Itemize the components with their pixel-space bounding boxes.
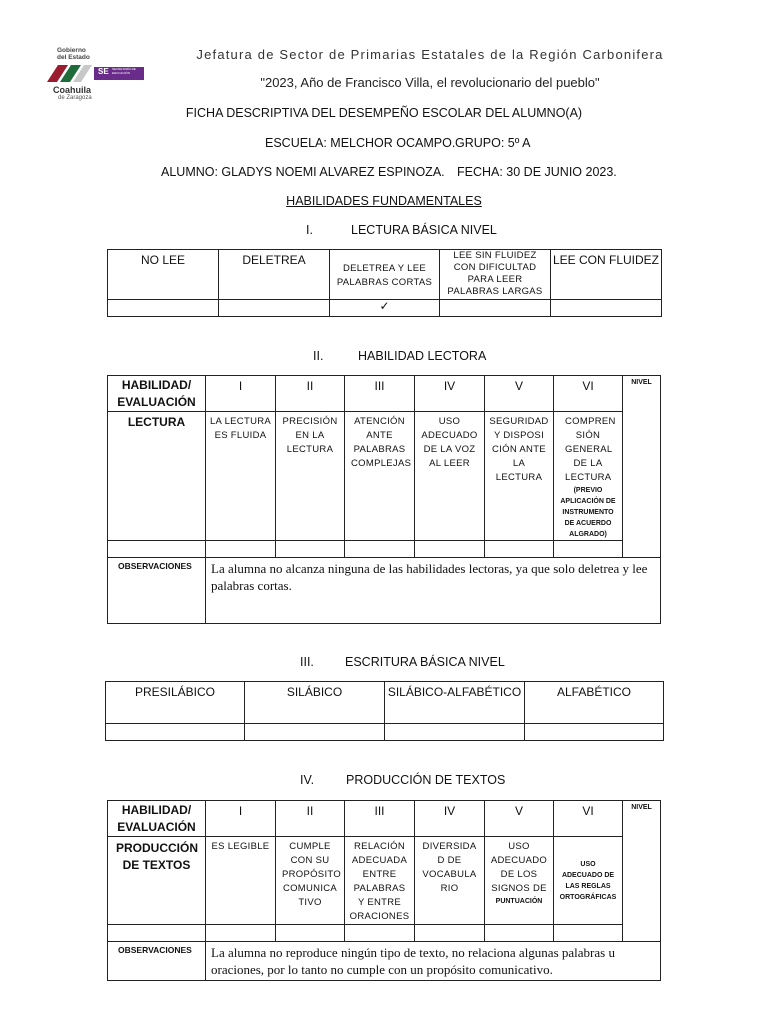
- section1-number: I.: [306, 223, 313, 237]
- group-field: GRUPO: 5º A: [455, 136, 531, 150]
- roman-4: IV: [415, 376, 485, 412]
- logo-state: Coahuila: [53, 85, 92, 95]
- cell-empty: [206, 925, 276, 942]
- skill-1: LA LECTURA ES FLUIDA: [206, 412, 276, 541]
- roman-6: VI: [554, 376, 623, 412]
- col-deletrea: DELETREA: [219, 250, 330, 300]
- cell-empty: [345, 541, 415, 558]
- logo-se-sub: SECRETARÍA DE EDUCACIÓN: [112, 67, 136, 75]
- prod-skill-5-label: USO ADECUADO DE LOS SIGNOS DE: [490, 841, 548, 894]
- corner-header-2: HABILIDAD/ EVALUACIÓN: [108, 801, 206, 837]
- cell-empty: [554, 541, 623, 558]
- section3-number: III.: [300, 655, 314, 669]
- roman-3: III: [345, 376, 415, 412]
- prod-skill-5: [485, 837, 554, 925]
- checkmark-icon: ✓: [330, 300, 440, 317]
- cell-empty: [108, 541, 206, 558]
- skill-2: PRECISIÓN EN LA LECTURA: [276, 412, 345, 541]
- header-line1: Jefatura de Sector de Primarias Estatales de la Región Carbonifera: [196, 47, 664, 62]
- school-field: ESCUELA: MELCHOR OCAMPO.: [265, 136, 456, 150]
- col-deletrea-lee-cortas: DELETREA Y LEE PALABRAS CORTAS: [330, 250, 440, 300]
- writing-level-table: [105, 681, 664, 741]
- cell-empty: [108, 925, 206, 942]
- roman-5: V: [485, 376, 554, 412]
- prod-skill-3: RELACIÓN ADECUADA ENTRE PALABRAS Y ENTRE ORACIONES: [345, 837, 415, 925]
- text-production-table: [107, 800, 661, 981]
- observaciones-label-2: OBSERVACIONES: [108, 942, 206, 981]
- cell-empty: [108, 300, 219, 317]
- roman-3: III: [345, 801, 415, 837]
- skill-4: USO ADECUADO DE LA VOZ AL LEER: [415, 412, 485, 541]
- section2-title: HABILIDAD LECTORA: [358, 349, 487, 363]
- cell-empty: [106, 724, 245, 741]
- row-label-produccion: PRODUCCIÓN DE TEXTOS: [108, 837, 206, 925]
- section-heading: HABILIDADES FUNDAMENTALES: [286, 194, 482, 208]
- roman-4: IV: [415, 801, 485, 837]
- section1-title: LECTURA BÁSICA NIVEL: [351, 223, 497, 237]
- form-title: FICHA DESCRIPTIVA DEL DESEMPEÑO ESCOLAR DEL ALUMNO(A): [185, 106, 583, 120]
- cell-empty: [485, 925, 554, 942]
- roman-2: II: [276, 376, 345, 412]
- col-silabico-alfabetico: SILÁBICO-ALFABÉTICO: [385, 682, 525, 724]
- prod-skill-4: DIVERSIDA D DE VOCABULA RIO: [415, 837, 485, 925]
- reading-skills-table: [107, 375, 661, 624]
- cell-empty: [245, 724, 385, 741]
- skill-6-label: COMPREN SIÓN GENERAL DE LA LECTURA: [565, 416, 616, 483]
- skill-5: SEGURIDAD Y DISPOSI CIÓN ANTE LA LECTURA: [485, 412, 554, 541]
- observaciones-text-2: La alumna no reproduce ningún tipo de texto, no relaciona algunas palabras u oraciones, por lo tanto no cumple con un propósito comunicativo.: [206, 942, 661, 981]
- cell-empty: [415, 925, 485, 942]
- cell-empty: [276, 925, 345, 942]
- section2-number: II.: [313, 349, 324, 363]
- col-lee-sin-fluidez: LEE SIN FLUIDEZ CON DIFICULTAD PARA LEER PALABRAS LARGAS: [440, 250, 551, 300]
- section4-number: IV.: [300, 773, 315, 787]
- cell-empty: [551, 300, 662, 317]
- prod-skill-5-note: PUNTUACIÓN: [495, 898, 543, 905]
- prod-skill-6-note: ADECUADO DE LAS REGLAS ORTOGRÁFICAS: [559, 872, 617, 901]
- cell-empty: [385, 724, 525, 741]
- cell-empty: [206, 541, 276, 558]
- col-lee-con-fluidez: LEE CON FLUIDEZ: [551, 250, 662, 300]
- cell-empty: [554, 925, 623, 942]
- observaciones-text: La alumna no alcanza ninguna de las habilidades lectoras, ya que solo deletrea y lee palabras cortas.: [206, 558, 661, 624]
- roman-1: I: [206, 801, 276, 837]
- observaciones-label: OBSERVACIONES: [108, 558, 206, 624]
- student-field: ALUMNO: GLADYS NOEMI ALVAREZ ESPINOZA.: [161, 165, 445, 179]
- cell-empty: [345, 925, 415, 942]
- header-line2: "2023, Año de Francisco Villa, el revolucionario del pueblo": [260, 75, 600, 90]
- cell-empty: [276, 541, 345, 558]
- cell-empty: [525, 724, 664, 741]
- roman-6: VI: [554, 801, 623, 837]
- roman-5: V: [485, 801, 554, 837]
- col-presilabico: PRESILÁBICO: [106, 682, 245, 724]
- prod-skill-1: ES LEGIBLE: [206, 837, 276, 925]
- col-silabico: SILÁBICO: [245, 682, 385, 724]
- corner-header: HABILIDAD/ EVALUACIÓN: [108, 376, 206, 412]
- roman-2: II: [276, 801, 345, 837]
- skill-6-note: (PREVIO APLICACIÓN DE INSTRUMENTO DE ACUERDO ALGRADO): [560, 487, 616, 538]
- logo-se: SE: [98, 67, 109, 76]
- skill-6: [554, 412, 623, 541]
- reading-level-table: [107, 249, 662, 317]
- cell-empty: [415, 541, 485, 558]
- date-field: FECHA: 30 DE JUNIO 2023.: [457, 165, 617, 179]
- section4-title: PRODUCCIÓN DE TEXTOS: [346, 773, 506, 787]
- nivel-header: NIVEL: [623, 376, 661, 558]
- skill-3: ATENCIÓN ANTE PALABRAS COMPLEJAS: [345, 412, 415, 541]
- logo-gov-line2: del Estado: [57, 54, 90, 61]
- cell-empty: [485, 541, 554, 558]
- col-alfabetico: ALFABÉTICO: [525, 682, 664, 724]
- section3-title: ESCRITURA BÁSICA NIVEL: [345, 655, 505, 669]
- cell-empty: [219, 300, 330, 317]
- prod-skill-6-label: USO: [580, 861, 596, 868]
- col-no-lee: NO LEE: [108, 250, 219, 300]
- cell-empty: [440, 300, 551, 317]
- logo-gov-line1: Gobierno: [57, 47, 86, 54]
- prod-skill-6: [554, 837, 623, 925]
- row-label-lectura: LECTURA: [108, 412, 206, 541]
- prod-skill-2: CUMPLE CON SU PROPÓSITO COMUNICA TIVO: [276, 837, 345, 925]
- logo-state-sub: de Zaragoza: [58, 95, 92, 101]
- roman-1: I: [206, 376, 276, 412]
- nivel-header-2: NIVEL: [623, 801, 661, 942]
